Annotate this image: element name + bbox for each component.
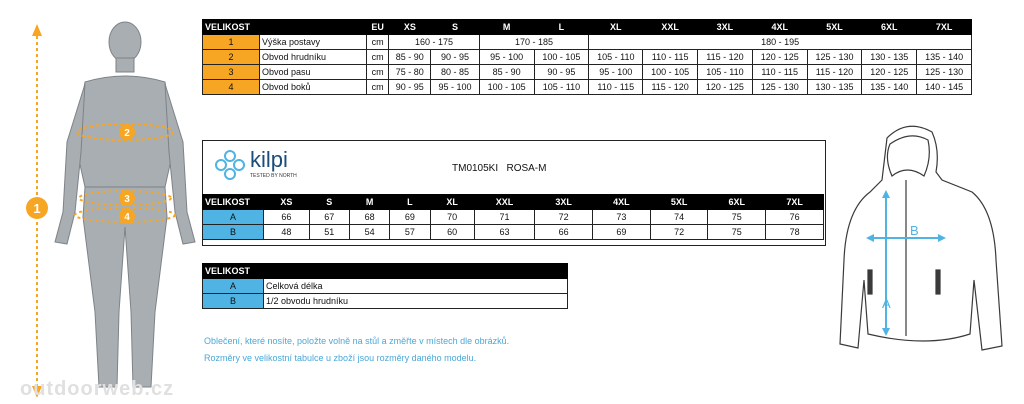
table-cell: 140 - 145 [917,80,972,95]
table-cell: 95 - 100 [589,65,643,80]
kilpi-logo-icon [213,148,247,182]
row-key: A [203,279,264,294]
table-cell: 90 - 95 [389,80,431,95]
product-header-cell: XXL [474,195,534,210]
table-cell: 105 - 110 [589,50,643,65]
table-cell: 90 - 95 [431,50,479,65]
main-header-cell: L [534,20,589,35]
table-cell: 110 - 115 [589,80,643,95]
table-cell: 135 - 140 [917,50,972,65]
table-cell: 115 - 120 [807,65,862,80]
table-cell: 75 - 80 [389,65,431,80]
table-cell: 130 - 135 [862,50,917,65]
product-header-cell: XS [264,195,310,210]
main-header-cell: XS [389,20,431,35]
product-header-cell: XL [430,195,474,210]
table-cell: 72 [650,225,708,240]
note-line-2: Rozměry ve velikostní tabulce u zboží jsou rozměry daného modelu. [204,353,477,363]
table-cell: 110 - 115 [643,50,698,65]
row-number: 4 [203,80,260,95]
main-header-cell: XL [589,20,643,35]
jacket-illustration [832,120,1012,368]
svg-text:3: 3 [124,194,130,205]
table-cell: 105 - 110 [534,80,589,95]
table-cell: 57 [390,225,430,240]
main-header-cell: M [479,20,534,35]
row-number: 2 [203,50,260,65]
row-unit: cm [367,50,389,65]
figure-marker-1 [26,197,48,219]
table-cell: 69 [592,225,650,240]
main-header-cell: 6XL [862,20,917,35]
table-cell: 130 - 135 [807,80,862,95]
brand-tagline: TESTED BY NORTH [250,173,297,179]
product-header-cell: 3XL [535,195,593,210]
watermark: outdoorweb.cz [20,378,175,400]
row-unit: cm [367,65,389,80]
table-cell: 67 [309,210,349,225]
legend-header-cell: VELIKOST [203,264,568,279]
table-cell: 54 [349,225,389,240]
legend-table [202,263,568,309]
table-cell: 70 [430,210,474,225]
main-header-cell: EU [367,20,389,35]
figure-marker-2 [119,124,135,140]
svg-text:4: 4 [124,212,130,223]
note-line-1: Oblečení, které nosíte, položte volně na stůl a změřte v místech dle obrázků. [204,336,510,346]
table-cell: 73 [592,210,650,225]
product-header-cell: M [349,195,389,210]
row-label: Obvod hrudníku [260,50,367,65]
row-label: Obvod boků [260,80,367,95]
table-cell: 72 [535,210,593,225]
table-cell: 120 - 125 [698,80,753,95]
table-cell: 78 [766,225,824,240]
table-cell: 100 - 105 [479,80,534,95]
row-unit: cm [367,35,389,50]
product-header-cell: 4XL [592,195,650,210]
row-number: 3 [203,65,260,80]
main-table-row [203,35,972,50]
table-cell: 105 - 110 [698,65,753,80]
table-cell: 170 - 185 [479,35,589,50]
main-header-cell: S [431,20,479,35]
legend-text: 1/2 obvodu hrudníku [264,294,568,309]
table-cell: 90 - 95 [534,65,589,80]
brand-name: kilpi [250,147,288,172]
table-cell: 100 - 105 [534,50,589,65]
table-cell: 115 - 120 [643,80,698,95]
product-header-cell: L [390,195,430,210]
table-cell: 125 - 130 [807,50,862,65]
row-label: Obvod pasu [260,65,367,80]
product-header-cell: 7XL [766,195,824,210]
legend-header-row [203,264,568,279]
figure-marker-4 [119,208,135,224]
figure-marker-3 [119,190,135,206]
table-cell: 95 - 100 [431,80,479,95]
product-header-cell: VELIKOST [203,195,264,210]
product-size-table [202,194,824,240]
table-cell: 120 - 125 [862,65,917,80]
product-header-row [203,195,824,210]
product-header-cell: 6XL [708,195,766,210]
main-header-cell: 7XL [917,20,972,35]
table-cell: 68 [349,210,389,225]
row-key: A [203,210,264,225]
table-cell: 125 - 130 [752,80,807,95]
table-cell: 51 [309,225,349,240]
table-cell: 75 [708,210,766,225]
table-cell: 60 [430,225,474,240]
body-figure [15,12,200,397]
table-cell: 110 - 115 [752,65,807,80]
main-header-cell: XXL [643,20,698,35]
size-table-main [202,19,972,95]
row-key: B [203,225,264,240]
product-header-cell: S [309,195,349,210]
legend-row [203,279,568,294]
table-cell: 180 - 195 [589,35,972,50]
main-header-cell: VELIKOST [203,20,367,35]
table-cell: 66 [264,210,310,225]
main-header-cell: 3XL [698,20,753,35]
table-cell: 85 - 90 [479,65,534,80]
table-cell: 71 [474,210,534,225]
jacket-marker-b: B [910,223,919,238]
table-cell: 115 - 120 [698,50,753,65]
table-cell: 120 - 125 [752,50,807,65]
table-cell: 66 [535,225,593,240]
table-cell: 160 - 175 [389,35,479,50]
row-label: Výška postavy [260,35,367,50]
table-cell: 75 [708,225,766,240]
product-code: TM0105KI ROSA-M [452,163,547,174]
row-number: 1 [203,35,260,50]
table-cell: 100 - 105 [643,65,698,80]
main-header-cell: 4XL [752,20,807,35]
svg-text:2: 2 [124,128,130,139]
table-cell: 48 [264,225,310,240]
main-table-row [203,65,972,80]
table-cell: 76 [766,210,824,225]
svg-text:1: 1 [33,201,41,216]
table-cell: 69 [390,210,430,225]
legend-row [203,294,568,309]
main-table-row [203,80,972,95]
main-header-cell: 5XL [807,20,862,35]
product-header-cell: 5XL [650,195,708,210]
jacket-marker-a: A [882,296,891,311]
table-cell: 63 [474,225,534,240]
product-table-row [203,210,824,225]
table-cell: 80 - 85 [431,65,479,80]
table-cell: 135 - 140 [862,80,917,95]
main-table-row [203,50,972,65]
table-cell: 125 - 130 [917,65,972,80]
table-cell: 95 - 100 [479,50,534,65]
legend-text: Celková délka [264,279,568,294]
row-unit: cm [367,80,389,95]
row-key: B [203,294,264,309]
main-header-row [203,20,972,35]
table-cell: 85 - 90 [389,50,431,65]
table-cell: 74 [650,210,708,225]
product-table-row [203,225,824,240]
